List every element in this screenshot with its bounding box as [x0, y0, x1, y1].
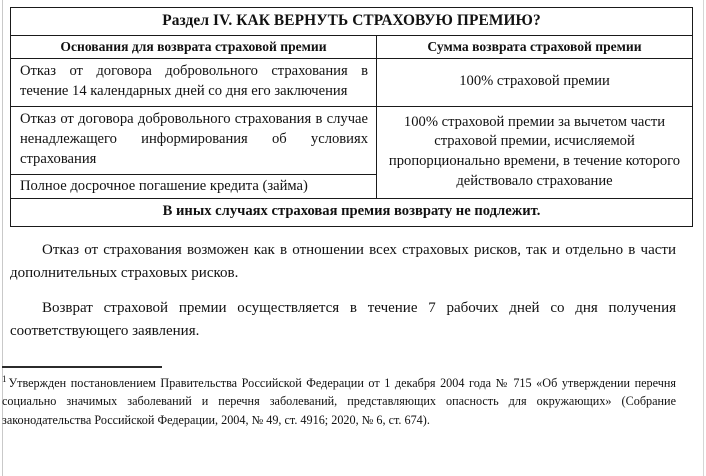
- footnote-section: [2, 366, 680, 429]
- table-header-row: [11, 35, 693, 59]
- refund-amount-2: 100% страховой премии за вычетом части страховой премии, исчисляемой пропорционально времени, в течение которого действовало страхование: [377, 107, 693, 199]
- footnote-marker: 1: [2, 373, 7, 384]
- page-title: Раздел IV. КАК ВЕРНУТЬ СТРАХОВУЮ ПРЕМИЮ?: [11, 8, 693, 36]
- column-header-amount: Сумма возврата страховой премии: [377, 35, 693, 59]
- body-text-block: [10, 239, 678, 343]
- footnote-body: Утвержден постановлением Правительства Российской Федерации от 1 декабря 2004 года № 715 «Об утверждении перечня социально значимых заболеваний и перечня заболеваний, представляющих опасность для окружающих» (Собрание законодательства Российской Федерации, 2004, № 49, ст. 4916; 2020, № 6, ст. 674).: [2, 376, 676, 427]
- body-paragraph-2: Возврат страховой премии осуществляется в течение 7 рабочих дней со дня получения соответствующего заявления.: [10, 300, 676, 340]
- refund-reason-3: Полное досрочное погашение кредита (займа): [11, 174, 377, 199]
- column-header-reason: Основания для возврата страховой премии: [11, 35, 377, 59]
- body-paragraph-1: Отказ от страхования возможен как в отношении всех страховых рисков, так и отдельно в части дополнительных страховых рисков.: [10, 241, 676, 281]
- refund-notice: В иных случаях страховая премия возврату не подлежит.: [11, 199, 693, 227]
- table-title-row: [11, 8, 693, 36]
- premium-refund-table: [10, 7, 693, 227]
- table-row: [11, 59, 693, 107]
- footnote-separator: [2, 366, 162, 368]
- table-row: [11, 107, 693, 175]
- refund-reason-1: Отказ от договора добровольного страхования в течение 14 календарных дней со дня его заключения: [11, 59, 377, 107]
- table-notice-row: [11, 199, 693, 227]
- page-edge-line-right: [703, 0, 704, 476]
- footnote-paragraph: [2, 374, 680, 429]
- refund-amount-1: 100% страховой премии: [377, 59, 693, 107]
- refund-reason-2: Отказ от договора добровольного страхования в случае ненадлежащего информирования об условиях страхования: [11, 107, 377, 175]
